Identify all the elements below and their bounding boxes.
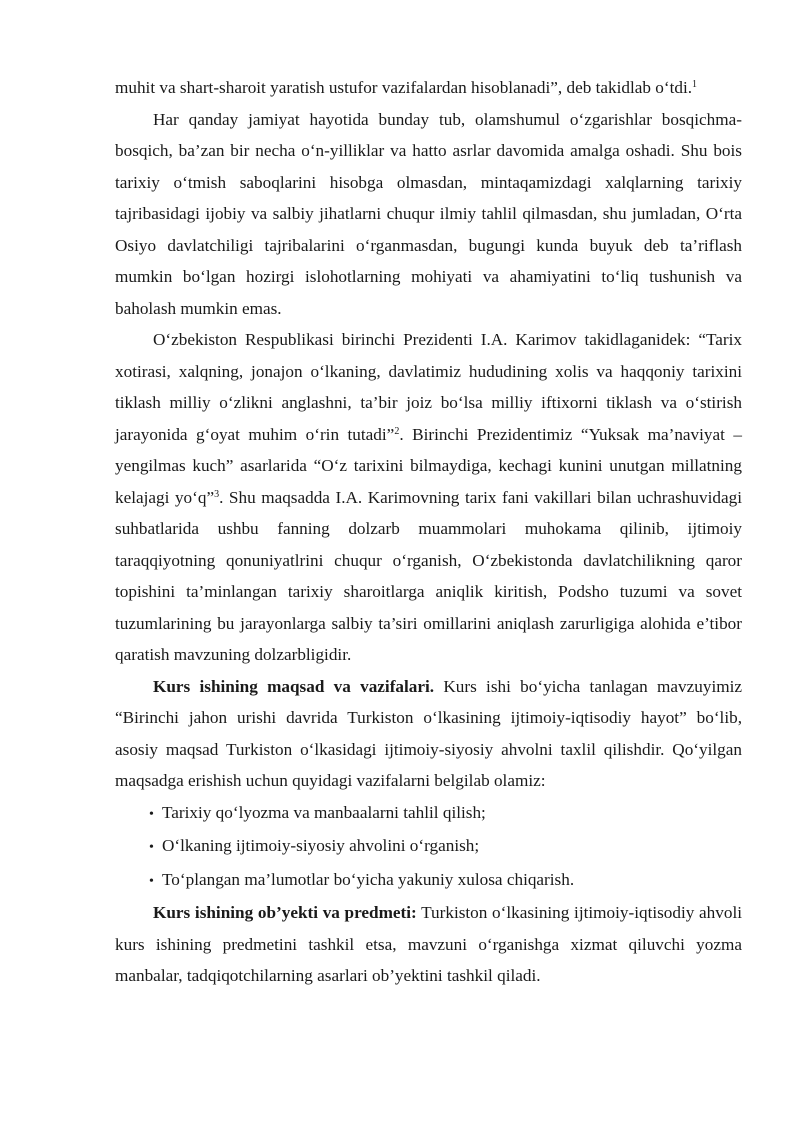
bullet-icon: • bbox=[149, 873, 154, 889]
paragraph-text: . Birinchi Prezidentimiz “Yuksak ma’naviyat – yengilmas kuch” asarlarida “O‘z tarixini bilmaydiga, kechagi kunini unutgan millatning kelajagi yo‘q” bbox=[115, 424, 743, 507]
list-item-text: Tarixiy qo‘lyozma va manbaalarni tahlil qilish; bbox=[162, 802, 486, 822]
paragraph-text: Turkiston o‘lkasining ijtimoiy-iqtisodiy ahvoli kurs ishining predmetini tashkil etsa, mavzuni o‘rganishga xizmat qiluvchi yozma manbalar, tadqiqotchilarning asarlari ob’yektini tashkil qiladi. bbox=[115, 903, 742, 985]
bullet-icon: • bbox=[149, 806, 154, 822]
paragraph-text: . Shu maqsadda I.A. Karimovning tarix fani vakillari bilan uchrashuvidagi suhbatlarida ushbu fanning dolzarb muammolari muhokama qilinib, ijtimoiy taraqqiyotning qonuniyatlrini chuqur o‘rganish, O‘zbekistonda davlatchilikning qaror topishini ta’minlangan tarixiy sharoitlarga aniqlik kiritish, Podsho tuzumi va sovet tuzumlarining bu jarayonlarga salbiy ta’siri omillarini aniqlash zarurligiga alohida e’tibor qaratish mavzuning dolzarbligidir. bbox=[115, 487, 742, 664]
list-item-text: O‘lkaning ijtimoiy-siyosiy ahvolini o‘rganish; bbox=[162, 836, 480, 855]
bullet-icon: • bbox=[149, 840, 154, 855]
paragraph-continuation bbox=[115, 72, 742, 104]
paragraph-text: Kurs ishi bo‘yicha tanlagan mavzuyimiz “Birinchi jahon urishi davrida Turkiston o‘lkasining ijtimoiy-iqtisodiy hayot” bo‘lib, asosiy maqsad Turkiston o‘lkasidagi ijtimoiy-siyosiy ahvolni taxlil qilishdir. Qo‘yilgan maqsadga erishish uchun quyidagi vazifalarni belgilab olamiz: bbox=[115, 676, 742, 790]
footnote-marker: 3 bbox=[214, 488, 220, 500]
paragraph-goals bbox=[115, 671, 742, 797]
footnote-marker: 1 bbox=[692, 79, 698, 90]
paragraph-karimov-quote bbox=[115, 324, 742, 671]
section-heading: Kurs ishining ob’yekti va predmeti: bbox=[153, 903, 417, 922]
list-item bbox=[149, 797, 742, 831]
paragraph-text: O‘zbekiston Respublikasi birinchi Prezidenti I.A. Karimov takidlaganidek: “Tarix xotirasi, xalqning, jonajon o‘lkaning, davlatimiz hududining xolis va haqqoniy tarixini tiklash milliy o‘zlikni anglashni, ta’bir joiz bo‘lsa milliy iftixorni tiklash va o‘stirish jarayonida g‘oyat muhim o‘rin tutadi” bbox=[115, 330, 742, 444]
list-item bbox=[149, 830, 742, 864]
list-item bbox=[149, 864, 742, 898]
tasks-list bbox=[115, 797, 742, 898]
paragraph-reforms: Har qanday jamiyat hayotida bunday tub, olamshumul o‘zgarishlar bosqichma-bosqich, ba’zan bir necha o‘n-yilliklar va hatto asrlar davomida amalga oshadi. Shu bois tarixiy o‘tmish saboqlarini hisobga olmasdan, mintaqamizdagi xalqlarning tarixiy tajribasidagi ijobiy va salbiy jihatlarni chuqur ilmiy tahlil qilmasdan, shu jumladan, O‘rta Osiyo davlatchiligi tajribalarini o‘rganmasdan, bugungi kunda buyuk deb ta’riflash mumkin bo‘lgan hozirgi islohotlarning mohiyati va ahamiyatini to‘liq tushunish va baholash mumkin emas. bbox=[115, 109, 742, 318]
section-heading: Kurs ishining maqsad va vazifalari. bbox=[153, 676, 435, 696]
paragraph-text: muhit va shart-sharoit yaratish ustufor vazifalardan hisoblanadi”, deb takidlab o‘tdi. bbox=[115, 78, 693, 97]
footnote-marker: 2 bbox=[394, 425, 400, 437]
paragraph-object-subject bbox=[115, 897, 742, 992]
document-page bbox=[115, 72, 742, 992]
list-item-text: To‘plangan ma’lumotlar bo‘yicha yakuniy xulosa chiqarish. bbox=[162, 869, 575, 889]
